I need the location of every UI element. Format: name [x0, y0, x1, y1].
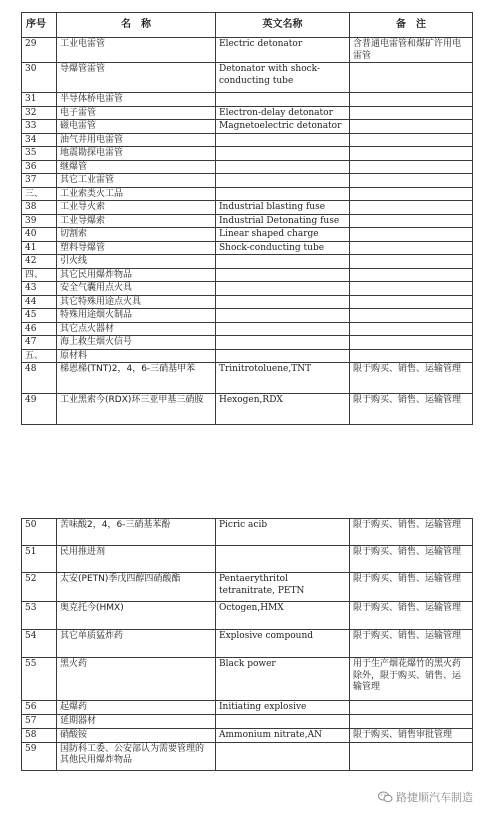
watermark [378, 789, 473, 805]
cell-remarks [350, 309, 473, 323]
explosives-table-part2 [21, 518, 473, 771]
cell-name: 磁电雷管 [57, 120, 216, 134]
cell-seq: 45 [22, 309, 57, 323]
table-row [22, 363, 473, 394]
cell-name: 工业黑索今(RDX)环三亚甲基三硝胺 [57, 394, 216, 425]
table-row [22, 336, 473, 350]
cell-remarks [350, 715, 473, 729]
cell-name: 原材料 [57, 349, 216, 363]
cell-seq: 38 [22, 201, 57, 215]
cell-seq: 44 [22, 295, 57, 309]
cell-english: Industrial blasting fuse [216, 201, 350, 215]
cell-remarks [350, 160, 473, 174]
cell-name: 奥克托今(HMX) [57, 602, 216, 630]
table-row [22, 255, 473, 269]
cell-remarks [350, 742, 473, 770]
table-row [22, 546, 473, 573]
table-row [22, 147, 473, 161]
cell-name: 海上救生烟火信号 [57, 336, 216, 350]
cell-seq: 32 [22, 106, 57, 120]
cell-seq: 34 [22, 133, 57, 147]
cell-seq: 56 [22, 701, 57, 715]
cell-seq: 49 [22, 394, 57, 425]
cell-english: Electron-delay detonator [216, 106, 350, 120]
cell-english: Black power [216, 658, 350, 701]
cell-seq: 30 [22, 63, 57, 93]
cell-remarks: 限于购买、销售审批管理 [350, 728, 473, 742]
table-row [22, 658, 473, 701]
table-row [22, 742, 473, 770]
cell-seq: 四、 [22, 268, 57, 282]
cell-seq: 35 [22, 147, 57, 161]
cell-seq: 46 [22, 322, 57, 336]
explosives-table-part1 [21, 12, 473, 425]
wechat-icon [378, 791, 393, 803]
cell-remarks [350, 241, 473, 255]
cell-name: 切割索 [57, 228, 216, 242]
cell-seq: 29 [22, 38, 57, 63]
cell-english: Hexogen,RDX [216, 394, 350, 425]
cell-remarks [350, 282, 473, 296]
cell-remarks: 限于购买、销售、运输管理 [350, 394, 473, 425]
table-row [22, 106, 473, 120]
table-row [22, 214, 473, 228]
cell-remarks: 含普通电雷管和煤矿许用电雷管 [350, 38, 473, 63]
cell-name: 苦味酸2，4，6-三硝基苯酚 [57, 519, 216, 546]
table-row [22, 295, 473, 309]
cell-english [216, 268, 350, 282]
cell-remarks [350, 349, 473, 363]
cell-name: 其它特殊用途点火具 [57, 295, 216, 309]
cell-english [216, 309, 350, 323]
cell-remarks [350, 120, 473, 134]
cell-name: 特殊用途烟火制品 [57, 309, 216, 323]
table-row [22, 93, 473, 107]
cell-english: Electric detonator [216, 38, 350, 63]
cell-name: 硝酸铵 [57, 728, 216, 742]
cell-english: Explosive compound [216, 630, 350, 658]
table-row [22, 573, 473, 602]
cell-name: 其它民用爆炸物品 [57, 268, 216, 282]
cell-name: 太安(PETN)季戊四醇四硝酸酯 [57, 573, 216, 602]
cell-seq: 50 [22, 519, 57, 546]
cell-name: 工业导爆索 [57, 214, 216, 228]
cell-remarks: 限于购买、销售、运输管理 [350, 363, 473, 394]
header-seq: 序号 [22, 13, 57, 38]
cell-seq: 51 [22, 546, 57, 573]
cell-seq: 31 [22, 93, 57, 107]
table-row [22, 309, 473, 323]
table-header [22, 13, 473, 38]
cell-english: Shock-conducting tube [216, 241, 350, 255]
cell-english [216, 174, 350, 188]
cell-seq: 42 [22, 255, 57, 269]
cell-name: 其它工业雷管 [57, 174, 216, 188]
cell-english [216, 187, 350, 201]
cell-seq: 52 [22, 573, 57, 602]
table-row [22, 715, 473, 729]
cell-remarks [350, 147, 473, 161]
header-remarks: 备 注 [350, 13, 473, 38]
cell-remarks [350, 201, 473, 215]
cell-english [216, 336, 350, 350]
cell-seq: 41 [22, 241, 57, 255]
cell-english: Initiating explosive [216, 701, 350, 715]
table-row [22, 701, 473, 715]
cell-remarks [350, 214, 473, 228]
cell-remarks [350, 174, 473, 188]
cell-remarks: 限于购买、销售、运输管理 [350, 630, 473, 658]
cell-english [216, 295, 350, 309]
cell-english [216, 349, 350, 363]
table-row [22, 322, 473, 336]
cell-seq: 三、 [22, 187, 57, 201]
header-english: 英文名称 [216, 13, 350, 38]
cell-name: 半导体桥电雷管 [57, 93, 216, 107]
cell-seq: 58 [22, 728, 57, 742]
cell-remarks [350, 255, 473, 269]
cell-remarks [350, 336, 473, 350]
cell-remarks: 限于购买、销售、运输管理 [350, 519, 473, 546]
cell-seq: 53 [22, 602, 57, 630]
cell-seq: 57 [22, 715, 57, 729]
cell-name: 油气井用电雷管 [57, 133, 216, 147]
cell-english: Linear shaped charge [216, 228, 350, 242]
table-row [22, 201, 473, 215]
cell-seq: 54 [22, 630, 57, 658]
cell-remarks: 限于购买、销售、运输管理 [350, 546, 473, 573]
cell-english [216, 160, 350, 174]
table-row [22, 174, 473, 188]
table-row [22, 519, 473, 546]
cell-english [216, 282, 350, 296]
table-row [22, 282, 473, 296]
cell-seq: 36 [22, 160, 57, 174]
table-row [22, 349, 473, 363]
cell-name: 工业导火索 [57, 201, 216, 215]
cell-english: Picric acib [216, 519, 350, 546]
cell-english: Pentaerythritol tetranitrate, PETN [216, 573, 350, 602]
cell-name: 起爆药 [57, 701, 216, 715]
cell-name: 梯恩梯(TNT)2，4，6-三硝基甲苯 [57, 363, 216, 394]
cell-english [216, 255, 350, 269]
cell-remarks: 限于购买、销售、运输管理 [350, 573, 473, 602]
cell-name: 工业电雷管 [57, 38, 216, 63]
cell-english [216, 715, 350, 729]
cell-remarks [350, 133, 473, 147]
cell-seq: 43 [22, 282, 57, 296]
cell-remarks [350, 701, 473, 715]
cell-name: 民用推进剂 [57, 546, 216, 573]
cell-name: 工业索类火工品 [57, 187, 216, 201]
table-row [22, 160, 473, 174]
table-row [22, 63, 473, 93]
cell-name: 地震勘探电雷管 [57, 147, 216, 161]
cell-name: 黑火药 [57, 658, 216, 701]
cell-english [216, 93, 350, 107]
cell-seq: 五、 [22, 349, 57, 363]
cell-name: 其它单质猛炸药 [57, 630, 216, 658]
cell-remarks [350, 228, 473, 242]
cell-remarks [350, 295, 473, 309]
cell-remarks [350, 187, 473, 201]
cell-remarks: 用于生产烟花爆竹的黑火药除外，限于购买、销售、运输管理 [350, 658, 473, 701]
cell-english [216, 742, 350, 770]
cell-english: Magnetoelectric detonator [216, 120, 350, 134]
cell-english: Octogen,HMX [216, 602, 350, 630]
cell-english: Trinitrotoluene,TNT [216, 363, 350, 394]
watermark-text: 路捷顺汽车制造 [396, 791, 473, 804]
cell-seq: 40 [22, 228, 57, 242]
cell-name: 塑料导爆管 [57, 241, 216, 255]
cell-english [216, 546, 350, 573]
table-row [22, 268, 473, 282]
cell-english [216, 147, 350, 161]
cell-remarks: 限于购买、销售、运输管理 [350, 602, 473, 630]
cell-seq: 55 [22, 658, 57, 701]
table-row [22, 602, 473, 630]
cell-name: 安全气囊用点火具 [57, 282, 216, 296]
cell-seq: 39 [22, 214, 57, 228]
cell-name: 引火线 [57, 255, 216, 269]
cell-remarks [350, 93, 473, 107]
cell-name: 继爆管 [57, 160, 216, 174]
cell-remarks [350, 322, 473, 336]
cell-remarks [350, 106, 473, 120]
table-row [22, 728, 473, 742]
table-row [22, 187, 473, 201]
header-name: 名 称 [57, 13, 216, 38]
cell-name: 导爆管雷管 [57, 63, 216, 93]
table-row [22, 228, 473, 242]
cell-english: Industrial Detonating fuse [216, 214, 350, 228]
cell-name: 电子雷管 [57, 106, 216, 120]
cell-name: 其它点火器材 [57, 322, 216, 336]
cell-seq: 37 [22, 174, 57, 188]
cell-english: Detonator with shock-conducting tube [216, 63, 350, 93]
table-row [22, 38, 473, 63]
cell-seq: 48 [22, 363, 57, 394]
cell-seq: 47 [22, 336, 57, 350]
table-row [22, 120, 473, 134]
cell-seq: 59 [22, 742, 57, 770]
cell-english [216, 322, 350, 336]
cell-english [216, 133, 350, 147]
cell-english: Ammonium nitrate,AN [216, 728, 350, 742]
table-row [22, 630, 473, 658]
cell-name: 国防科工委、公安部认为需要管理的其他民用爆炸物品 [57, 742, 216, 770]
cell-seq: 33 [22, 120, 57, 134]
table-row [22, 241, 473, 255]
table-row [22, 133, 473, 147]
cell-remarks [350, 268, 473, 282]
cell-name: 延期器材 [57, 715, 216, 729]
table-row [22, 394, 473, 425]
cell-remarks [350, 63, 473, 93]
